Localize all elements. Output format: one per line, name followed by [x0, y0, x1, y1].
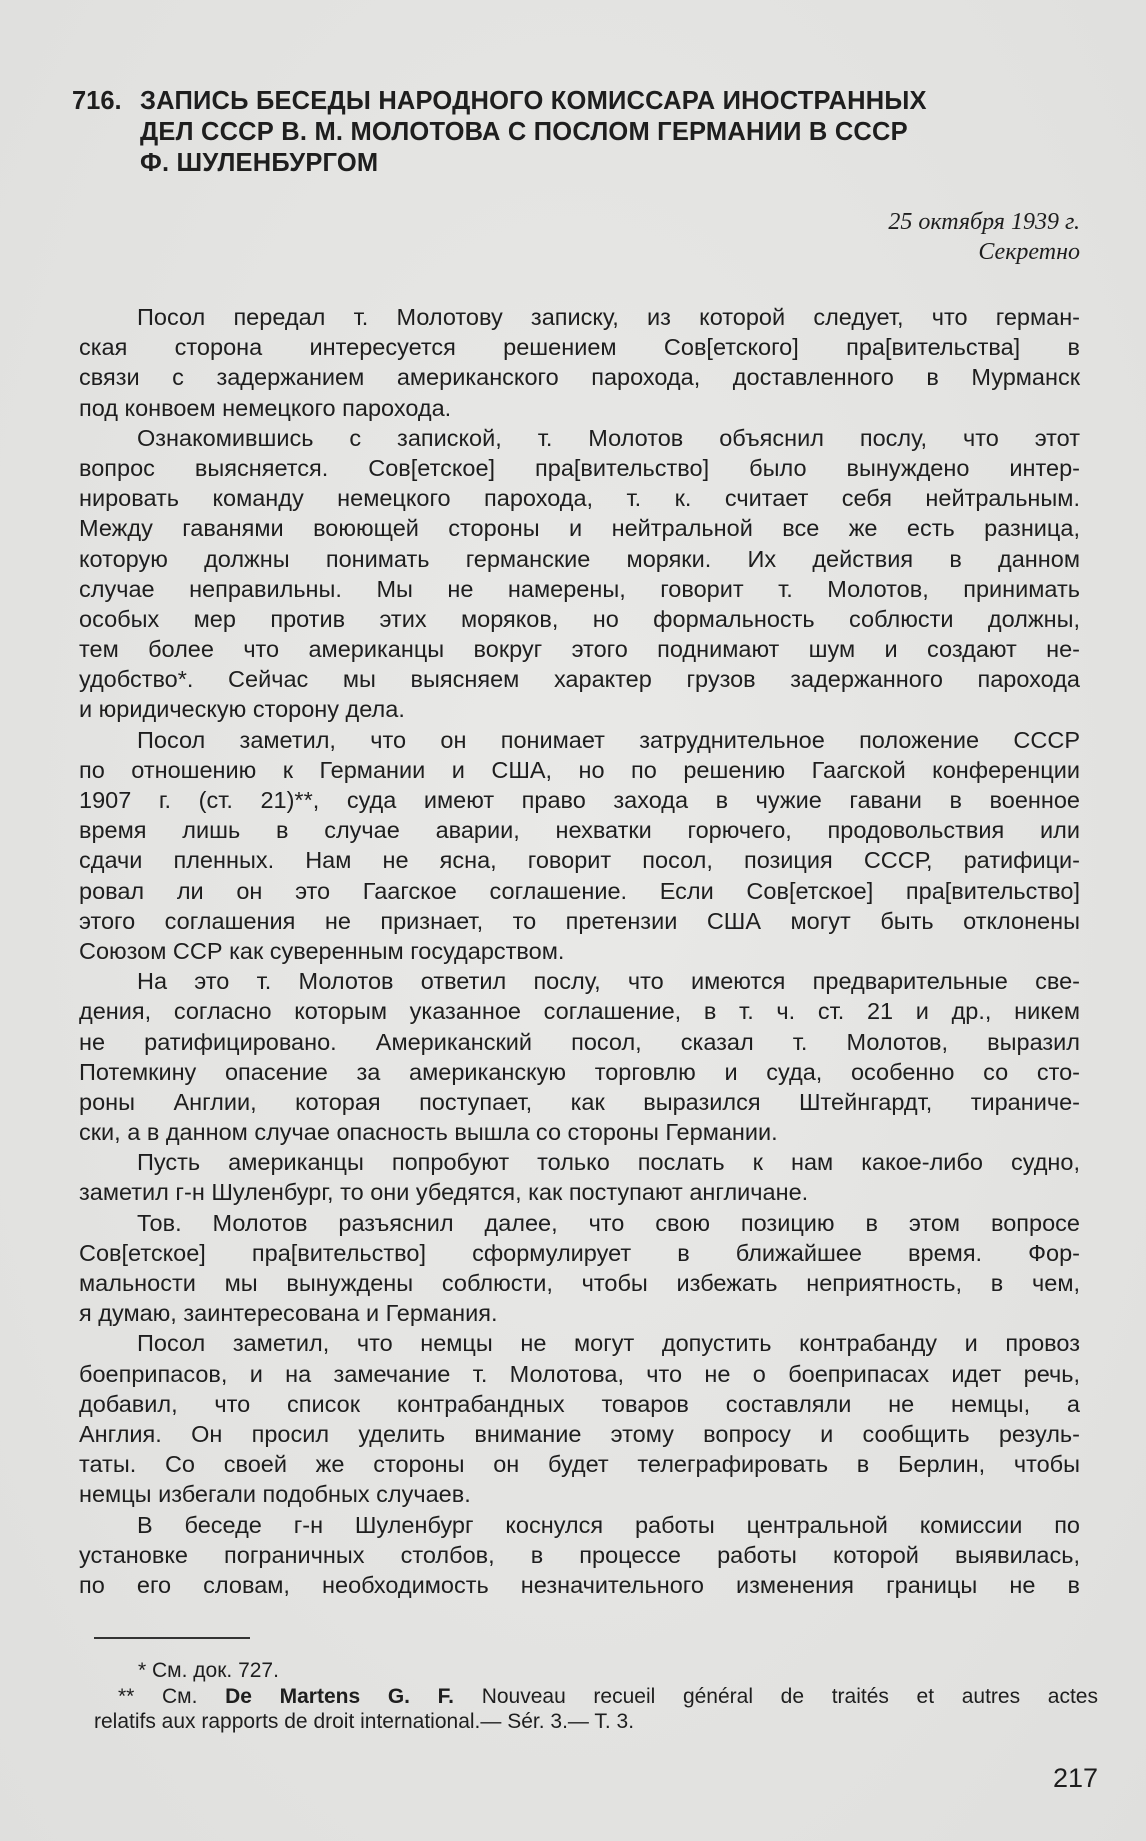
- footnote-2-prefix: ** См.: [118, 1684, 198, 1708]
- classification-label: Секретно: [978, 239, 1080, 265]
- text-line: по его словам, необходимость незначительного изменения границы не в: [79, 1571, 1080, 1598]
- footnote-2-text: Nouveau recueil général de traités et autres actes: [481, 1684, 1098, 1708]
- text-line: сдачи пленных. Нам не ясна, говорит посол, позиция СССР, ратифици-: [79, 847, 1080, 874]
- text-line: ски, а в данном случае опасность вышла со стороны Германии.: [79, 1119, 778, 1146]
- text-line: Тов. Молотов разъяснил далее, что свою позицию в этом вопросе: [137, 1209, 1080, 1236]
- document-meta: [888, 207, 1080, 267]
- footnote-1: * См. док. 727.: [138, 1659, 279, 1682]
- text-line: добавил, что список контрабандных товаров составляли не немцы, а: [79, 1390, 1080, 1417]
- text-line: таты. Со своей же стороны он будет телеграфировать в Берлин, чтобы: [79, 1451, 1080, 1478]
- text-line: установке пограничных столбов, в процессе работы которой выявилась,: [79, 1541, 1080, 1568]
- text-line: дения, согласно которым указанное соглашение, в т. ч. ст. 21 и др., никем: [79, 998, 1080, 1025]
- text-line: 1907 г. (ст. 21)**, суда имеют право захода в чужие гавани в военное: [79, 787, 1080, 813]
- title-line: ЗАПИСЬ БЕСЕДЫ НАРОДНОГО КОМИССАРА ИНОСТРАННЫХ: [140, 87, 927, 115]
- footnote-2: [94, 1684, 1098, 1710]
- text-line: ская сторона интересуется решением Сов[етского] пра[вительства] в: [79, 334, 1080, 361]
- text-line: немцы избегали подобных случаев.: [79, 1481, 471, 1508]
- text-line: Посол заметил, что немцы не могут допустить контрабанду и провоз: [137, 1330, 1080, 1357]
- page-number: 217: [1052, 1763, 1098, 1793]
- paragraph: [79, 1510, 1080, 1601]
- text-line: Англия. Он просил уделить внимание этому вопросу и сообщить резуль-: [79, 1420, 1080, 1447]
- document-title: [72, 86, 1082, 179]
- text-line: нировать команду немецкого парохода, т. к. считает себя нейтральным.: [79, 485, 1080, 512]
- text-line: Сов[етское] пра[вительство] сформулирует в ближайшее время. Фор-: [79, 1239, 1080, 1266]
- paragraph: [79, 1328, 1080, 1509]
- text-line: боеприпасов, и на замечание т. Молотова, что не о боеприпасах идет речь,: [79, 1360, 1080, 1387]
- footnote-divider: [94, 1637, 250, 1639]
- text-line: В беседе г-н Шуленбург коснулся работы центральной комиссии по: [137, 1511, 1080, 1538]
- text-line: удобство*. Сейчас мы выясняем характер грузов задержанного парохода: [79, 666, 1080, 693]
- paragraph: [79, 1208, 1080, 1329]
- text-line: Союзом ССР как суверенным государством.: [79, 937, 565, 964]
- text-line: заметил г-н Шуленбург, то они убедятся, как поступают англичане.: [79, 1179, 809, 1206]
- title-line: Ф. ШУЛЕНБУРГОМ: [140, 149, 379, 177]
- paragraph: [79, 725, 1080, 967]
- footnote-2-continuation: relatifs aux rapports de droit international.— Sér. 3.— T. 3.: [94, 1710, 635, 1733]
- text-line: Ознакомившись с запиской, т. Молотов объяснил послу, что этот: [137, 424, 1080, 451]
- text-line: которую должны понимать германские моряки. Их действия в данном: [79, 545, 1080, 572]
- text-line: ровал ли он это Гаагское соглашение. Если Сов[етское] пра[вительство]: [79, 877, 1080, 904]
- text-line: этого соглашения не признает, то претензии США могут быть отклонены: [79, 907, 1080, 934]
- document-date: 25 октября 1939 г.: [888, 209, 1080, 235]
- text-line: Между гаванями воюющей стороны и нейтральной все же есть разница,: [79, 515, 1080, 542]
- text-line: особых мер против этих моряков, но формальность соблюсти должны,: [79, 605, 1080, 632]
- paragraph: [79, 966, 1080, 1147]
- text-line: тем более что американцы вокруг этого поднимают шум и создают не-: [79, 636, 1080, 663]
- document-body: [79, 302, 1080, 1600]
- document-number: 716.: [72, 87, 122, 115]
- text-line: Пусть американцы попробуют только послать к нам какое-либо судно,: [137, 1149, 1080, 1176]
- text-line: роны Англии, которая поступает, как выразился Штейнгардт, тираниче-: [79, 1088, 1080, 1115]
- text-line: по отношению к Германии и США, но по решению Гаагской конференции: [79, 756, 1080, 783]
- text-line: не ратифицировано. Американский посол, сказал т. Молотов, выразил: [79, 1028, 1080, 1055]
- footnotes: [94, 1658, 1098, 1735]
- paragraph: [79, 423, 1080, 725]
- text-line: под конвоем немецкого парохода.: [79, 394, 452, 421]
- footnote-2-author: De Martens G. F.: [225, 1684, 455, 1708]
- text-line: вопрос выясняется. Сов[етское] пра[вительство] было вынуждено интер-: [79, 454, 1080, 481]
- text-line: связи с задержанием американского парохода, доставленного в Мурманск: [79, 364, 1080, 391]
- text-line: и юридическую сторону дела.: [79, 696, 405, 723]
- text-line: случае неправильны. Мы не намерены, говорит т. Молотов, принимать: [79, 575, 1080, 602]
- text-line: я думаю, заинтересована и Германия.: [79, 1300, 498, 1327]
- text-line: На это т. Молотов ответил послу, что имеются предварительные све-: [137, 968, 1080, 995]
- paragraph: [79, 1147, 1080, 1207]
- paragraph: [79, 302, 1080, 423]
- text-line: Потемкину опасение за американскую торговлю и суда, особенно со сто-: [79, 1058, 1080, 1085]
- text-line: время лишь в случае аварии, нехватки горючего, продовольствия или: [79, 817, 1080, 844]
- text-line: Посол передал т. Молотову записку, из которой следует, что герман-: [137, 304, 1080, 330]
- text-line: Посол заметил, что он понимает затруднительное положение СССР: [137, 726, 1080, 753]
- text-line: мальности мы вынуждены соблюсти, чтобы избежать неприятность, в чем,: [79, 1270, 1080, 1296]
- title-line: ДЕЛ СССР В. М. МОЛОТОВА С ПОСЛОМ ГЕРМАНИИ В СССР: [140, 118, 908, 146]
